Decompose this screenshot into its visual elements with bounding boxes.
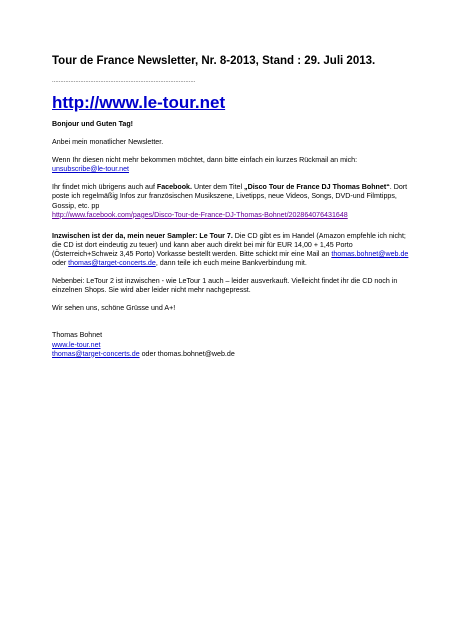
newsletter-body — [52, 120, 412, 368]
greeting: Bonjour und Guten Tag! — [52, 120, 134, 128]
intro-text: Anbei mein monatlicher Newsletter. — [52, 138, 164, 147]
separator-line: ...................................................................................... — [52, 78, 196, 84]
unsubscribe-paragraph — [52, 156, 412, 174]
unsubscribe-text: Wenn Ihr diesen nicht mehr bekommen möchtet, dann bitte einfach ein kurzes Rückmail an mich: — [52, 156, 358, 165]
signature-name: Thomas Bohnet — [52, 331, 103, 340]
site-link[interactable]: http://www.le-tour.net — [52, 93, 226, 112]
signature-block: Thomas Bohnet www.le-tour.net thomas@target-concerts.de oder thomas.bohnet@web.de — [52, 331, 235, 358]
sampler-paragraph: Inzwischen ist der da, mein neuer Sampler: Le Tour 7. Die CD gibt es im Handel (Amazon empfehle ich nicht; die CD ist dort eindeutig zu teuer) und kann aber auch direkt bei mir für EUR 14,00 + 1,45 Porto (Österreich+Schweiz 3,45 Porto) Vorkasse bestellt werden. Bitte schickt mir eine Mail an thomas.bohnet@web.de oder thomas@target-concerts.de, dann teile ich euch meine Bankverbindung mit. — [52, 231, 409, 268]
closing-line: Wir sehen uns, schöne Grüsse und A+! — [52, 304, 176, 313]
unsubscribe-email-link[interactable]: unsubscribe@le-tour.net — [52, 165, 129, 174]
newsletter-title: Tour de France Newsletter, Nr. 8-2013, Stand : 29. Juli 2013. — [52, 55, 376, 67]
email-link-web[interactable]: thomas.bohnet@web.de — [331, 249, 409, 258]
signature-email-plain: thomas.bohnet@web.de — [157, 349, 235, 358]
facebook-paragraph: Ihr findet mich übrigens auch auf Facebook. Unter dem Titel „Disco Tour de France DJ Thomas Bohnet“. Dort poste ich regelmäßig Infos zur französischen Musikszene, Livetipps, neue Videos, Songs, DVD-und Filmtipps, Gossip, etc. pp http://www.facebook.com/pages/Disco-Tour-de-France-DJ-Thomas-Bohnet/202864076431648 — [52, 183, 408, 219]
email-link-target[interactable]: thomas@target-concerts.de — [68, 259, 156, 268]
nebenbei-paragraph: Nebenbei: LeTour 2 ist inzwischen - wie LeTour 1 auch – leider ausverkauft. Vielleicht findet ihr die CD noch in einzelnen Shops. Sie wird aber leider nicht mehr nachgepresst. — [52, 277, 398, 295]
signature-site-link[interactable]: www.le-tour.net — [52, 340, 101, 349]
signature-email-link[interactable]: thomas@target-concerts.de — [52, 349, 140, 358]
facebook-page-link[interactable]: http://www.facebook.com/pages/Disco-Tour-de-France-DJ-Thomas-Bohnet/202864076431648 — [52, 210, 348, 219]
